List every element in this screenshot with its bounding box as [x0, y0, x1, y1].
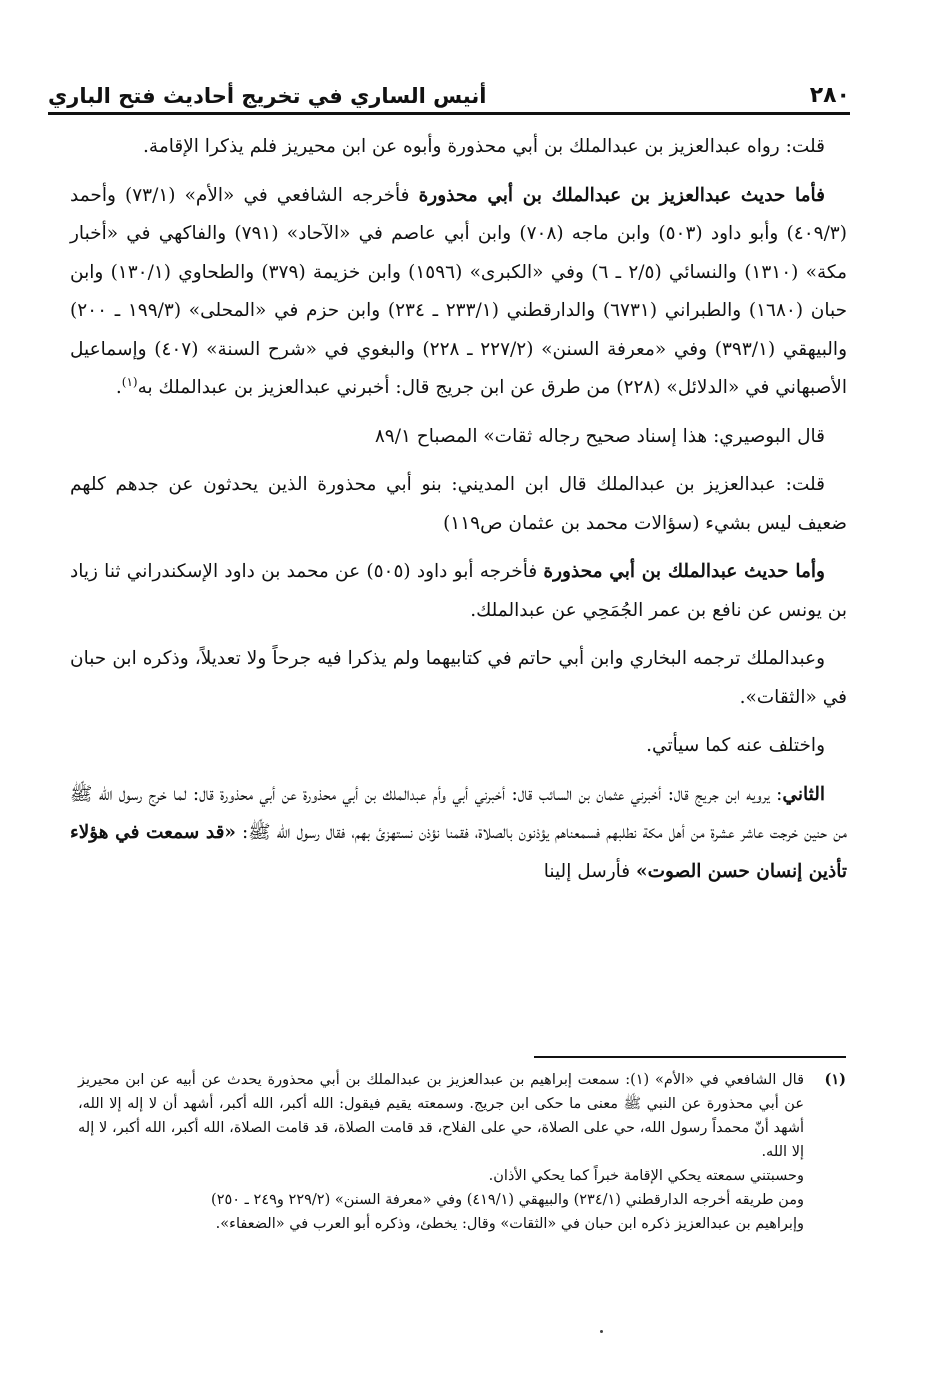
paragraph-ibn-madini — [70, 466, 847, 543]
paragraph-second-route — [70, 776, 847, 892]
footnotes — [78, 1068, 846, 1236]
paragraph-text: واختلف عنه كما سيأتي. — [646, 735, 825, 756]
paragraph-text: فأخرجه أبو داود (٥٠٥) عن محمد بن داود الإسكندراني ثنا زياد بن يونس عن نافع بن عمر الجُمَحِي عن عبدالملك. — [70, 561, 847, 621]
footnote-item — [78, 1068, 846, 1236]
main-text — [70, 128, 847, 901]
paragraph-abdulmalik-takhrij — [70, 553, 847, 630]
paragraph-text: : يرويه ابن جريج قال: أخبرني عثمان بن السائب قال: أخبرني أبي وأم عبدالملك بن أبي محذورة عن أبي محذورة قال: لما خرج رسول الله ﷺ من حنين خرجت عاشر عشرة من أهل مكة نطلبهم فسمعناهم يؤذنون بالصلاة، فقمنا نؤذن نستهزئ بهم، فقال رسول الله ﷺ: — [70, 783, 847, 843]
footnote-reference[interactable]: (١) — [121, 374, 138, 389]
scan-speck — [600, 1330, 603, 1333]
footnote-line: قال الشافعي في «الأم» (١): سمعت إبراهيم بن عبدالعزيز بن عبدالملك بن أبي محذورة يحدث عن أبيه عن ابن محيريز عن أبي محذورة عن النبي ﷺ معنى ما حكى ابن جريج. وسمعته يقيم فيقول: الله أكبر، الله أكبر، أشهد أن لا إله إلا الله، أشهد أنّ محمداً رسول الله، حي على الصلاة، حي على الفلاح، قد قامت الصلاة، قد قامت الصلاة، الله أكبر، الله أكبر، لا إله إلا الله. — [78, 1072, 804, 1160]
paragraph-text: قال البوصيري: هذا إسناد صحيح رجاله ثقات» المصباح ٨٩/١ — [374, 425, 825, 447]
page-number: ٢٨٠ — [809, 83, 850, 108]
paragraph-ikhtalaf — [70, 727, 847, 766]
paragraph-lead: فأما حديث عبدالعزيز بن عبدالملك بن أبي محذورة — [418, 184, 826, 206]
paragraph-busiri — [70, 418, 847, 457]
paragraph-lead: الثاني — [782, 783, 825, 805]
paragraph-text: قلت: عبدالعزيز بن عبدالملك قال ابن المديني: بنو أبي محذورة الذين يحدثون عن جدهم كلهم ضعيف ليس بشيء (سؤالات محمد بن عثمان ص١١٩) — [70, 474, 847, 534]
footnote-text — [78, 1068, 804, 1236]
paragraph-abdulmalik-tarjama — [70, 640, 847, 717]
paragraph-text: قلت: رواه عبدالعزيز بن عبدالملك بن أبي محذورة وأبوه عن ابن محيريز فلم يذكرا الإقامة. — [143, 136, 825, 157]
footnote-number: (١) — [824, 1071, 846, 1088]
paragraph-text: فأخرجه الشافعي في «الأم» (٧٣/١) وأحمد (٤٠٩/٣) وأبو داود (٥٠٣) وابن ماجه (٧٠٨) وابن أبي عاصم في «الآحاد» (٧٩١) والفاكهي في «أخبار مكة» (١٣١٠) والنسائي (٢/٥ ـ ٦) وفي «الكبرى» (١٥٩٦) وابن خزيمة (٣٧٩) والطحاوي (١٣٠/١) وابن حبان (١٦٨٠) والطبراني (٦٧٣١) والدارقطني (٢٣٣/١ ـ ٢٣٤) وابن حزم في «المحلى» (١٩٩/٣ ـ ٢٠٠) والبيهقي (٣٩٣/١) وفي «معرفة السنن» (٢٢٧/٢ ـ ٢٢٨) والبغوي في «شرح السنة» (٤٠٧) وإسماعيل الأصبهاني في «الدلائل» (٢٢٨) من طرق عن ابن جريج قال: أخبرني عبدالعزيز بن عبدالملك به — [70, 184, 848, 398]
paragraph-lead: وأما حديث عبدالملك بن أبي محذورة — [543, 561, 825, 582]
footnote-line: وإبراهيم بن عبدالعزيز ذكره ابن حبان في «الثقات» وقال: يخطئ، وذكره أبو العرب في «الضعفاء». — [215, 1216, 804, 1232]
running-title: أنيس الساري في تخريج أحاديث فتح الباري — [48, 84, 487, 108]
paragraph-note-iqama — [70, 128, 847, 167]
page-header — [48, 68, 850, 112]
paragraph-abdulaziz-takhrij — [70, 177, 847, 408]
header-divider — [48, 112, 850, 115]
footnote-line: وحسبتني سمعته يحكي الإقامة خبراً كما يحكي الأذان. — [488, 1168, 804, 1184]
paragraph-end: فأرسل إلينا — [543, 860, 637, 882]
hadith-quote: «قد سمعت في هؤلاء تأذين إنسان حسن الصوت» — [70, 822, 847, 882]
paragraph-text: وعبدالملك ترجمه البخاري وابن أبي حاتم في كتابيهما ولم يذكرا فيه جرحاً ولا تعديلاً، وذكره ابن حبان في «الثقات». — [70, 648, 847, 708]
paragraph-end: . — [115, 377, 122, 398]
footnote-line: ومن طريقه أخرجه الدارقطني (٢٣٤/١) والبيهقي (٤١٩/١) وفي «معرفة السنن» (٢٢٩/٢ و٢٤٩ ـ ٢٥٠) — [211, 1192, 804, 1208]
footnote-divider — [534, 1056, 846, 1058]
